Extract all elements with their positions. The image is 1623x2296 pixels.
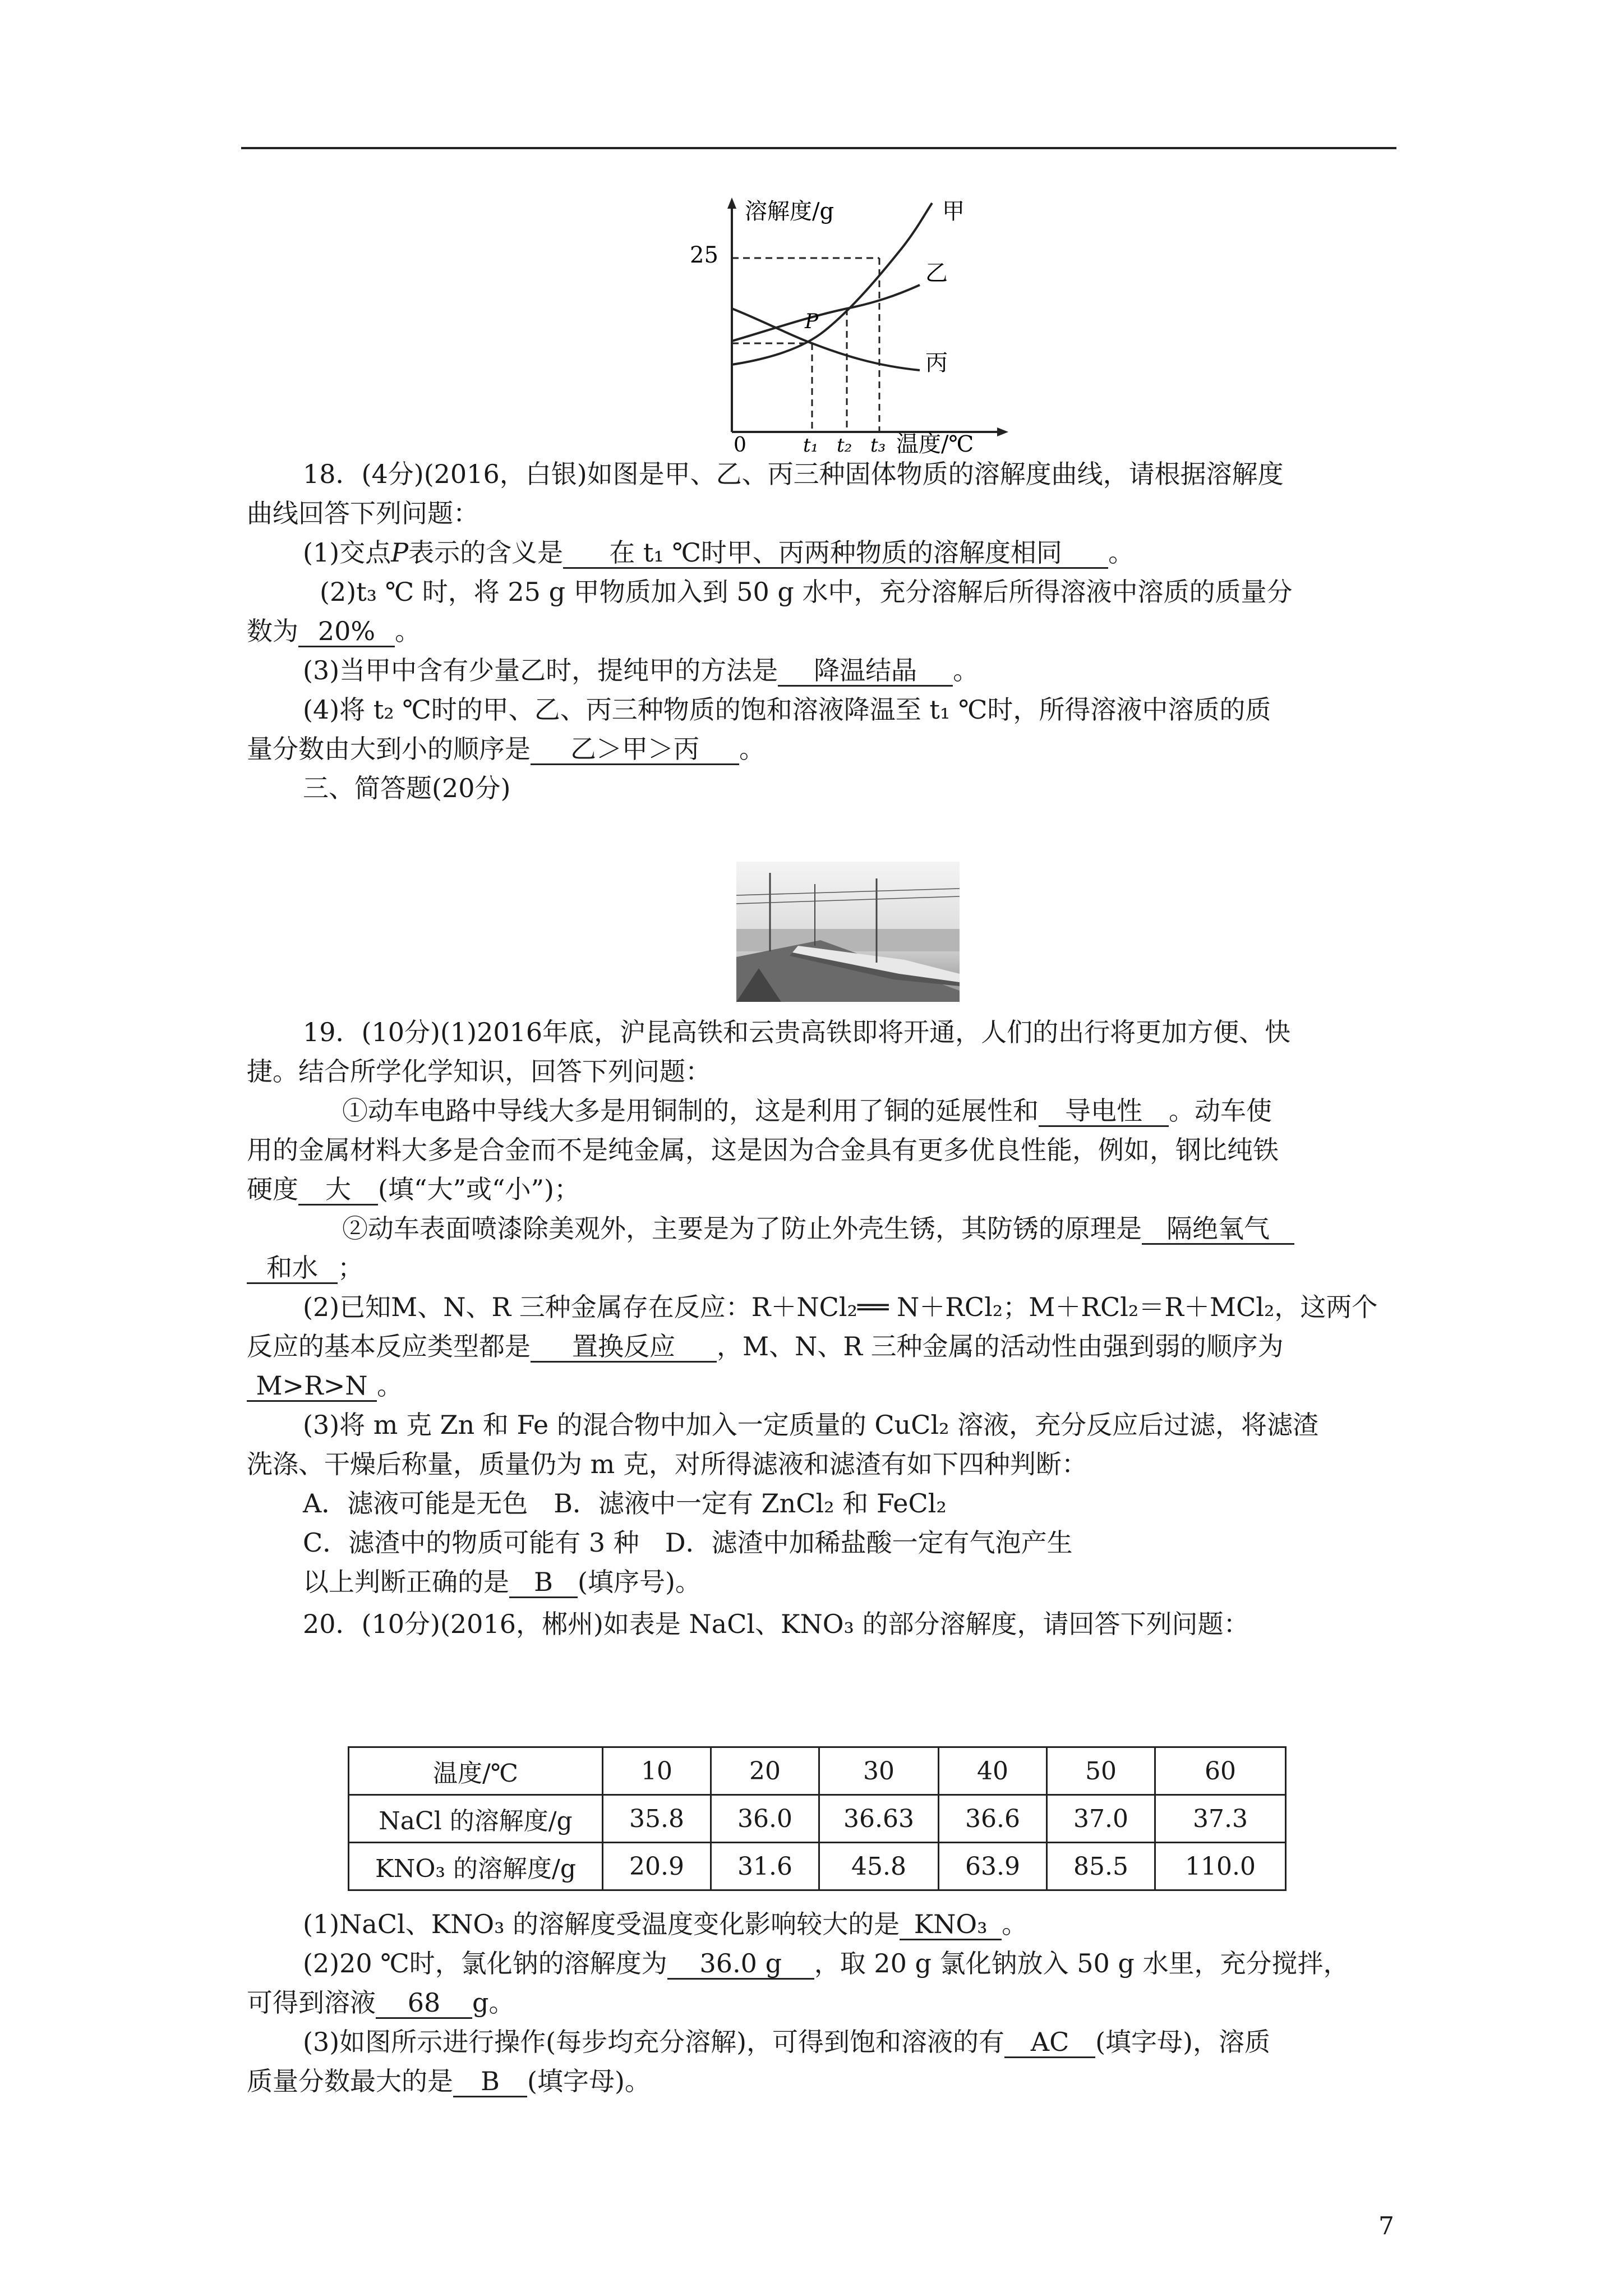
q18-p2-pre: 数为 xyxy=(247,616,298,646)
table-cell: 36.6 xyxy=(939,1795,1047,1843)
q19-l5-answer: 大 xyxy=(298,1175,378,1205)
q18-part3 xyxy=(303,654,979,687)
q19-l3-post: 。动车使 xyxy=(1169,1096,1272,1126)
curve-label-jia: 甲 xyxy=(942,199,965,224)
q19-l15-pre: 以上判断正确的是 xyxy=(303,1567,509,1597)
q19-l5-pre: 硬度 xyxy=(247,1174,298,1204)
q18-p1-end: 。 xyxy=(1108,537,1135,568)
q19-l9-pre: 反应的基本反应类型都是 xyxy=(247,1331,531,1361)
y-axis-label: 溶解度/g xyxy=(745,199,834,224)
table-cell: KNO₃ 的溶解度/g xyxy=(349,1843,603,1890)
curve-label-bing: 丙 xyxy=(925,350,948,376)
table-cell: 30 xyxy=(819,1747,939,1795)
q20-line1: 20．(10分)(2016，郴州)如表是 NaCl、KNO₃ 的部分溶解度，请回答下列问题： xyxy=(303,1609,1249,1639)
top-rule xyxy=(241,147,1396,149)
table-cell: 31.6 xyxy=(711,1843,819,1890)
q18-part1 xyxy=(303,536,1134,569)
curve-bing xyxy=(732,309,920,370)
q19-line7 xyxy=(247,1251,363,1285)
q20-a3-post: (填字母)，溶质 xyxy=(1095,2027,1270,2057)
table-cell: 温度/℃ xyxy=(349,1747,603,1795)
q18-p4-answer: 乙＞甲＞丙 xyxy=(531,734,739,765)
table-cell: 50 xyxy=(1047,1747,1155,1795)
curve-jia xyxy=(732,203,932,365)
q18-head: 18．(4分)(2016，白银)如图是甲、乙、丙三种固体物质的溶解度曲线，请根据溶解度 xyxy=(303,459,1284,489)
table-cell: 35.8 xyxy=(603,1795,711,1843)
x-axis-label: 温度/℃ xyxy=(896,431,974,454)
q20-answer2 xyxy=(303,1947,1349,1980)
table-row xyxy=(349,1843,1286,1890)
q20-a1-answer: KNO₃ xyxy=(900,1910,1002,1940)
q18-part4-line1: (4)将 t₂ ℃时的甲、乙、丙三种物质的饱和溶液降温至 t₁ ℃时，所得溶液中溶质的质 xyxy=(303,694,1271,725)
q19-l9-post: ，M、N、R 三种金属的活动性由强到弱的顺序为 xyxy=(717,1331,1284,1361)
curve-label-yi: 乙 xyxy=(925,260,948,286)
q19-l6-pre: ②动车表面喷漆除美观外，主要是为了防止外壳生锈，其防锈的原理是 xyxy=(342,1213,1142,1244)
q19-line15 xyxy=(303,1565,701,1599)
q19-line1: 19．(10分)(1)2016年底，沪昆高铁和云贵高铁即将开通，人们的出行将更加方便、快 xyxy=(303,1017,1291,1047)
q20-a2b-pre: 可得到溶液 xyxy=(247,1987,376,2018)
q19-l7-post: ； xyxy=(338,1253,363,1283)
q18-p2-end: 。 xyxy=(395,616,421,646)
table-cell: 37.3 xyxy=(1155,1795,1286,1843)
table-cell: 36.63 xyxy=(819,1795,939,1843)
x-axis-arrow xyxy=(997,427,1008,436)
q18-p3-pre: (3)当甲中含有少量乙时，提纯甲的方法是 xyxy=(303,655,778,685)
q19-line2: 捷。结合所学化学知识，回答下列问题： xyxy=(247,1056,711,1087)
q18-part4-line2 xyxy=(247,732,765,766)
q19-line9 xyxy=(247,1329,1284,1363)
table-cell: 63.9 xyxy=(939,1843,1047,1890)
q18-head2: 曲线回答下列问题： xyxy=(247,498,479,528)
q19-line11: (3)将 m 克 Zn 和 Fe 的混合物中加入一定质量的 CuCl₂ 溶液，充分反应后过滤，将滤渣 xyxy=(303,1410,1319,1440)
q18-p1-answer: 在 t₁ ℃时甲、丙两种物质的溶解度相同 xyxy=(563,538,1108,569)
q20-a2-post: ，取 20 g 氯化钠放入 50 g 水里，充分搅拌， xyxy=(814,1948,1349,1978)
q20-a2-pre: (2)20 ℃时，氯化钠的溶解度为 xyxy=(303,1948,667,1978)
q19-line8: (2)已知M、N、R 三种金属存在反应：R＋NCl₂══ N＋RCl₂；M＋RCl₂＝R＋MCl₂，这两个 xyxy=(303,1292,1378,1322)
table-cell: 60 xyxy=(1155,1747,1286,1795)
q19-l10-post: 。 xyxy=(377,1370,403,1401)
q20-a3b-post: (填字母)。 xyxy=(527,2066,651,2096)
q19-line10 xyxy=(247,1369,403,1402)
q19-l15-answer: B xyxy=(509,1567,578,1598)
q19-l6-answer: 隔绝氧气 xyxy=(1142,1214,1294,1245)
table-row xyxy=(349,1747,1286,1795)
x-tick-t3: t₃ xyxy=(870,434,886,454)
q20-answer3b xyxy=(247,2064,651,2098)
table-cell: 40 xyxy=(939,1747,1047,1795)
table-cell: 36.0 xyxy=(711,1795,819,1843)
q20-a1-pre: (1)NaCl、KNO₃ 的溶解度受温度变化影响较大的是 xyxy=(303,1909,900,1939)
x-tick-t2: t₂ xyxy=(837,434,852,454)
q19-l15-post: (填序号)。 xyxy=(578,1567,701,1597)
table-cell: NaCl 的溶解度/g xyxy=(349,1795,603,1843)
q18-p2-answer: 20% xyxy=(298,616,395,647)
page-number: 7 xyxy=(1378,2212,1394,2240)
table-row xyxy=(349,1795,1286,1843)
q19-line12: 洗涤、干燥后称量，质量仍为 m 克，对所得滤液和滤渣有如下四种判断： xyxy=(247,1449,1087,1479)
table-cell: 10 xyxy=(603,1747,711,1795)
solubility-table xyxy=(348,1746,1287,1891)
q19-l3-pre: ①动车电路中导线大多是用铜制的，这是利用了铜的延展性和 xyxy=(342,1096,1039,1126)
y-tick-25: 25 xyxy=(690,242,718,268)
q19-l3-answer: 导电性 xyxy=(1039,1096,1169,1127)
q18-p1-italic: P xyxy=(391,537,409,568)
q20-answer3 xyxy=(303,2025,1270,2059)
q20-a3b-answer: B xyxy=(453,2067,527,2097)
curve-yi xyxy=(732,285,920,341)
q19-line4: 用的金属材料大多是合金而不是纯金属，这是因为合金具有更多优良性能，例如，钢比纯铁 xyxy=(247,1135,1279,1165)
x-tick-t1: t₁ xyxy=(803,434,819,454)
q20-a2-answer: 36.0 g xyxy=(667,1949,814,1980)
q18-p3-answer: 降温结晶 xyxy=(778,656,953,687)
q19-line5 xyxy=(247,1172,580,1206)
q20-answer1 xyxy=(303,1907,1027,1941)
q19-line14: C．滤渣中的物质可能有 3 种 D．滤渣中加稀盐酸一定有气泡产生 xyxy=(303,1527,1073,1558)
q20-a1-post: 。 xyxy=(1002,1909,1028,1939)
table-cell: 110.0 xyxy=(1155,1843,1286,1890)
table-cell: 20 xyxy=(711,1747,819,1795)
table-cell: 37.0 xyxy=(1047,1795,1155,1843)
table-cell: 85.5 xyxy=(1047,1843,1155,1890)
q19-line6 xyxy=(342,1212,1294,1245)
q18-p1-pre: (1)交点 xyxy=(303,537,391,568)
solubility-chart xyxy=(662,196,1021,454)
q20-a2b-answer: 68 xyxy=(376,1988,472,2019)
q18-part2-line2 xyxy=(247,614,421,648)
q18-p1-mid: 表示的含义是 xyxy=(408,537,564,568)
origin-label: 0 xyxy=(734,434,746,454)
q18-part2-line1: (2)t₃ ℃ 时，将 25 g 甲物质加入到 50 g 水中，充分溶解后所得溶液中溶质的质量分 xyxy=(320,577,1293,607)
q20-a3-answer: AC xyxy=(1004,2027,1095,2058)
section3-heading: 三、简答题(20分) xyxy=(303,773,511,803)
train-photo xyxy=(736,862,960,1002)
q20-a3-pre: (3)如图所示进行操作(每步均充分溶解)，可得到饱和溶液的有 xyxy=(303,2027,1005,2057)
q19-l10-answer: M>R>N xyxy=(247,1371,377,1402)
q19-line13: A．滤液可能是无色 B．滤液中一定有 ZnCl₂ 和 FeCl₂ xyxy=(303,1488,947,1519)
q19-l5-post: (填“大”或“小”)； xyxy=(378,1174,580,1204)
q19-l7-answer: 和水 xyxy=(247,1253,338,1284)
q18-p4-pre: 量分数由大到小的顺序是 xyxy=(247,734,531,764)
q18-p3-end: 。 xyxy=(953,655,979,685)
q20-answer2b xyxy=(247,1986,514,2019)
q18-p4-end: 。 xyxy=(739,734,765,764)
q20-a3b-pre: 质量分数最大的是 xyxy=(247,2066,453,2096)
point-p-label: P xyxy=(805,310,819,333)
table-cell: 20.9 xyxy=(603,1843,711,1890)
q20-a2b-post: g。 xyxy=(472,1987,515,2018)
q19-l9-answer: 置换反应 xyxy=(531,1332,717,1363)
y-axis-arrow xyxy=(727,197,736,209)
q19-line3 xyxy=(342,1094,1272,1128)
table-cell: 45.8 xyxy=(819,1843,939,1890)
